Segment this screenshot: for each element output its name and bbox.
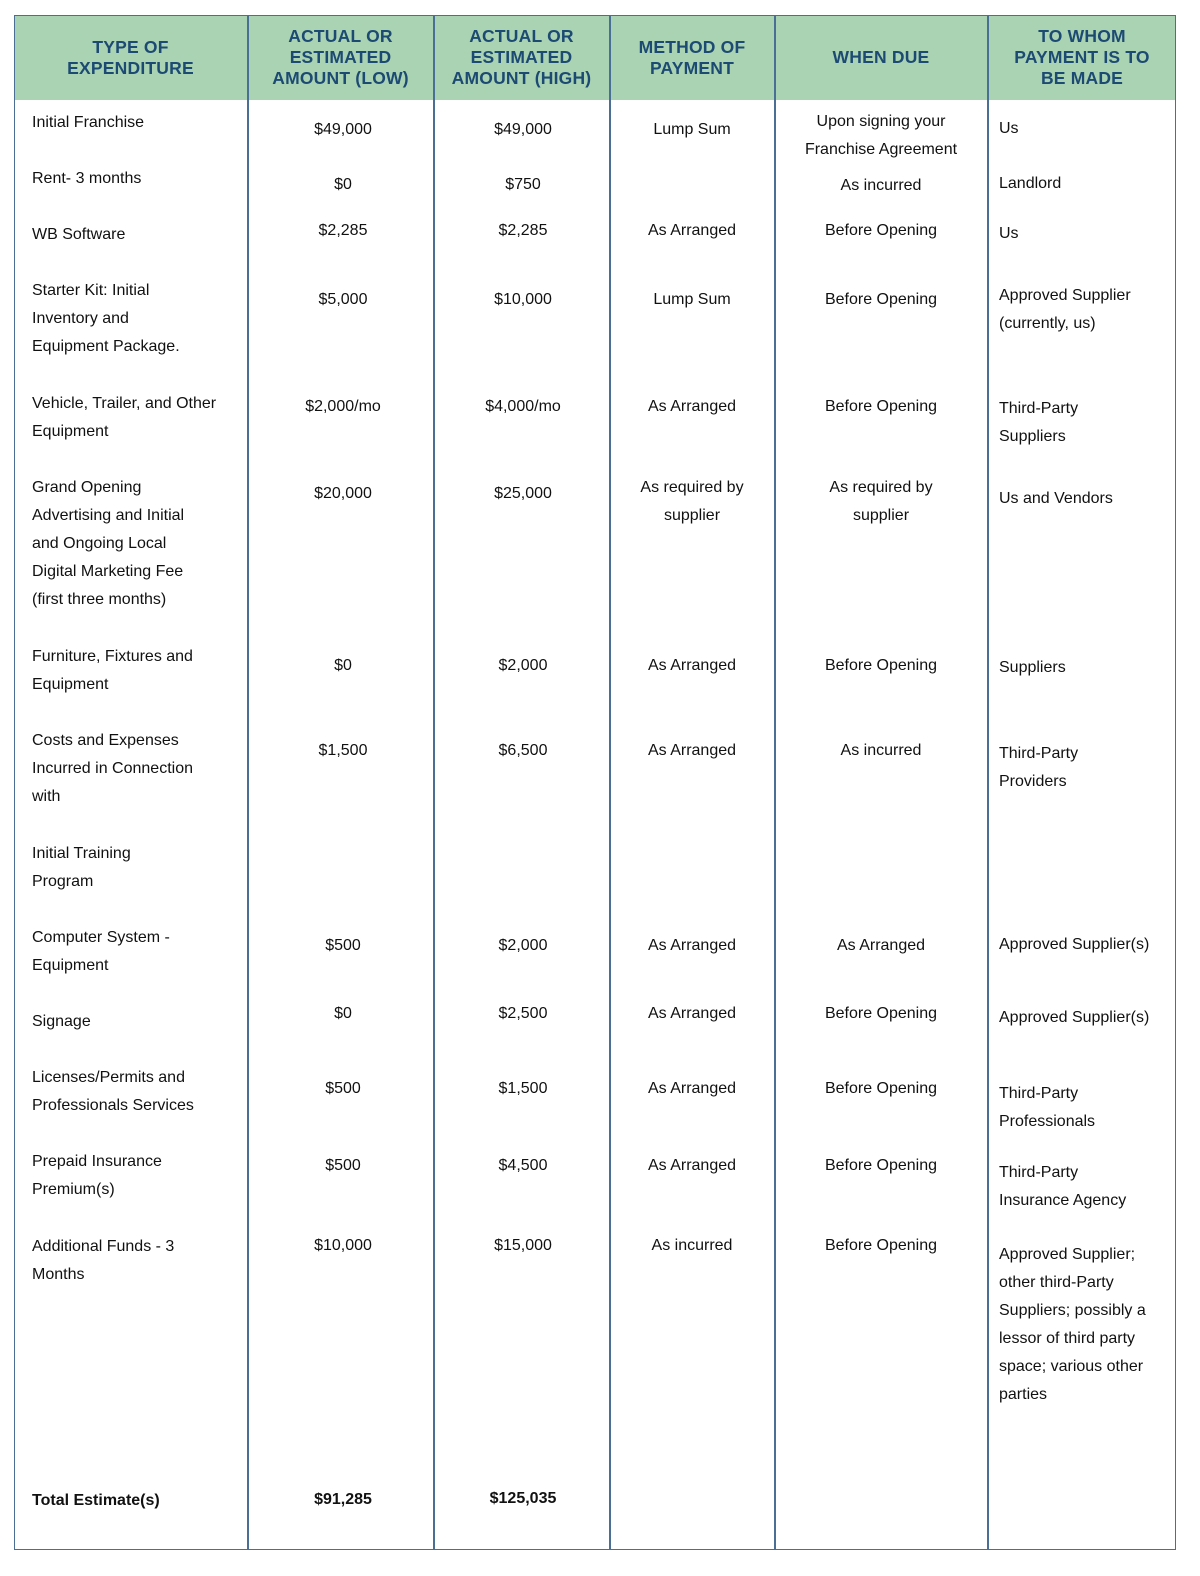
cell-type: Licenses/Permits and Professionals Services <box>32 1069 194 1114</box>
header-amount-low: ACTUAL OR ESTIMATED AMOUNT (LOW) <box>272 26 409 88</box>
cell-whom: Suppliers <box>999 659 1066 676</box>
cell-type: Initial Training Program <box>32 845 131 890</box>
cell-low: $2,285 <box>318 222 368 239</box>
cell-high: $1,500 <box>498 1080 548 1097</box>
cell-method: Lump Sum <box>653 121 731 138</box>
cell-method: As Arranged <box>647 222 737 239</box>
cell-high: $2,500 <box>498 1005 548 1022</box>
cell-type: Rent- 3 months <box>32 170 142 187</box>
cell-whom: Third-Party Professionals <box>999 1085 1096 1130</box>
column-divider <box>433 15 435 1550</box>
cell-type: Vehicle, Trailer, and Other Equipment <box>32 395 217 440</box>
cell-low: $500 <box>325 1157 361 1174</box>
cell-whom: Approved Supplier (currently, us) <box>999 287 1131 332</box>
cell-type: Furniture, Fixtures and Equipment <box>32 648 193 693</box>
total-high: $125,035 <box>489 1490 557 1507</box>
cell-low: $500 <box>325 937 361 954</box>
cell-due: Before Opening <box>824 291 938 308</box>
total-low: $91,285 <box>314 1491 372 1508</box>
cell-whom: Third-Party Providers <box>999 745 1079 790</box>
cell-method: As Arranged <box>647 937 737 954</box>
cell-type: Computer System - Equipment <box>32 929 170 974</box>
header-method-of-payment: METHOD OF PAYMENT <box>638 36 746 78</box>
cell-method: As Arranged <box>647 1157 737 1174</box>
cell-due: Before Opening <box>824 1157 938 1174</box>
cell-low: $0 <box>334 657 352 674</box>
cell-method: As Arranged <box>647 1005 737 1022</box>
cell-type: Prepaid Insurance Premium(s) <box>32 1153 162 1198</box>
cell-low: $0 <box>334 1005 352 1022</box>
cell-type: Costs and Expenses Incurred in Connection with <box>32 732 193 805</box>
header-when-due: WHEN DUE <box>832 47 930 67</box>
cell-low: $0 <box>334 176 352 193</box>
cell-type: Initial Franchise <box>32 114 145 131</box>
cell-low: $49,000 <box>314 121 372 138</box>
cell-high: $49,000 <box>494 121 552 138</box>
cell-high: $10,000 <box>494 291 552 308</box>
header-to-whom: TO WHOM PAYMENT IS TO BE MADE <box>1014 26 1150 88</box>
cell-low: $1,500 <box>318 742 368 759</box>
cell-method: As Arranged <box>647 398 737 415</box>
cell-due: Before Opening <box>824 1237 938 1254</box>
header-type-of-expenditure: TYPE OF EXPENDITURE <box>67 36 194 78</box>
cell-due: As incurred <box>840 742 922 759</box>
cell-type: WB Software <box>32 226 126 243</box>
cell-high: $2,285 <box>498 222 548 239</box>
cell-whom: Us <box>999 120 1019 137</box>
column-divider <box>247 15 249 1550</box>
cell-whom: Third-Party Insurance Agency <box>999 1164 1127 1209</box>
cell-high: $15,000 <box>494 1237 552 1254</box>
cell-whom: Us <box>999 225 1019 242</box>
cell-method: Lump Sum <box>653 291 731 308</box>
column-divider <box>987 15 989 1550</box>
total-label: Total Estimate(s) <box>32 1492 160 1509</box>
cell-whom: Landlord <box>999 175 1062 192</box>
cell-due: Before Opening <box>824 222 938 239</box>
cell-high: $750 <box>505 176 541 193</box>
cell-method: As incurred <box>651 1237 733 1254</box>
cell-due: Before Opening <box>824 1005 938 1022</box>
cell-whom: Approved Supplier; other third-Party Suppliers; possibly a lessor of third party space; various other parties <box>999 1246 1146 1403</box>
cell-high: $2,000 <box>498 937 548 954</box>
cell-low: $5,000 <box>318 291 368 308</box>
cell-low: $20,000 <box>314 485 372 502</box>
cell-due: As required by supplier <box>829 479 933 524</box>
cell-high: $6,500 <box>498 742 548 759</box>
cell-due: Before Opening <box>824 1080 938 1097</box>
cell-whom: Us and Vendors <box>999 490 1113 507</box>
cell-due: Upon signing your Franchise Agreement <box>804 113 958 158</box>
cell-low: $500 <box>325 1080 361 1097</box>
cell-low: $10,000 <box>314 1237 372 1254</box>
cell-due: Before Opening <box>824 657 938 674</box>
cell-method: As Arranged <box>647 742 737 759</box>
cell-high: $4,500 <box>498 1157 548 1174</box>
cell-high: $4,000/mo <box>485 398 561 415</box>
cell-type: Grand Opening Advertising and Initial and Ongoing Local Digital Marketing Fee (first three months) <box>32 479 185 608</box>
cell-whom: Approved Supplier(s) <box>999 1009 1150 1026</box>
cell-due: Before Opening <box>824 398 938 415</box>
column-divider <box>609 15 611 1550</box>
cell-due: As incurred <box>840 177 922 194</box>
cell-method: As Arranged <box>647 1080 737 1097</box>
header-amount-high: ACTUAL OR ESTIMATED AMOUNT (HIGH) <box>451 26 592 88</box>
cell-whom: Approved Supplier(s) <box>999 936 1150 953</box>
cell-method: As Arranged <box>647 657 737 674</box>
column-divider <box>774 15 776 1550</box>
cell-due: As Arranged <box>836 937 926 954</box>
cell-type: Signage <box>32 1013 91 1030</box>
cell-whom: Third-Party Suppliers <box>999 400 1079 445</box>
cell-low: $2,000/mo <box>305 398 381 415</box>
cell-type: Starter Kit: Initial Inventory and Equipment Package. <box>32 282 180 355</box>
cell-high: $25,000 <box>494 485 552 502</box>
cell-method: As required by supplier <box>640 479 744 524</box>
cell-type: Additional Funds - 3 Months <box>32 1238 175 1283</box>
cell-high: $2,000 <box>498 657 548 674</box>
